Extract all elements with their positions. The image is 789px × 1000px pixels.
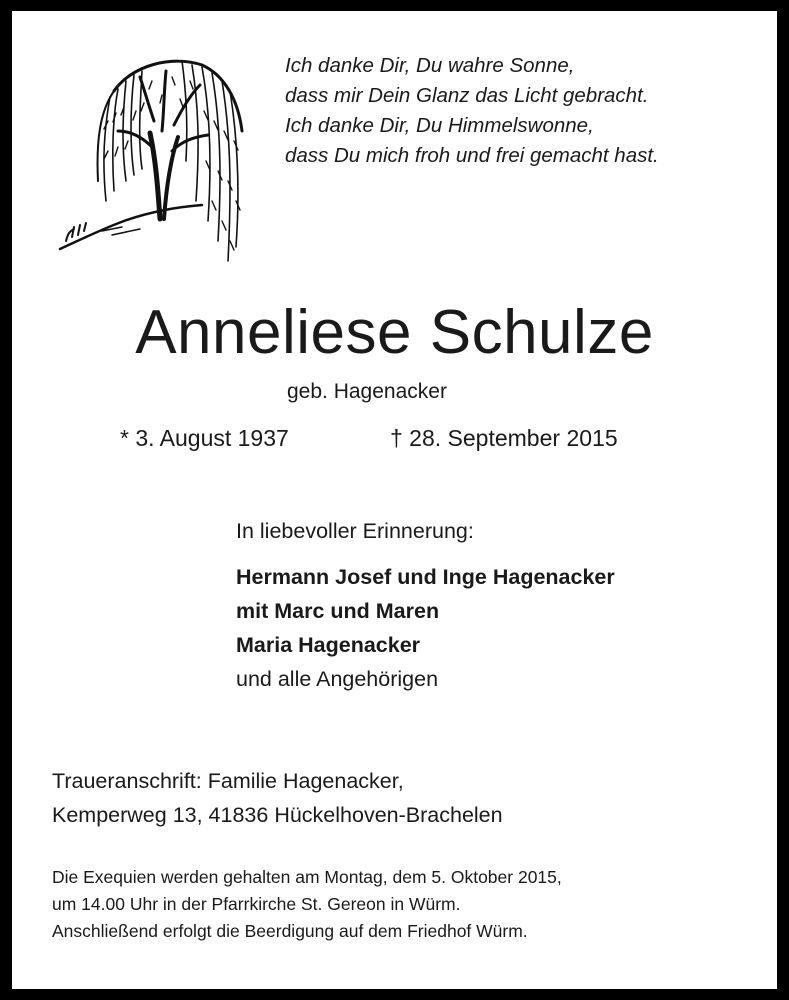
- weeping-willow-icon: [52, 51, 252, 277]
- notice-line: Anschließend erfolgt die Beerdigung auf dem Friedhof Würm.: [52, 921, 528, 941]
- service-notice: [52, 864, 762, 945]
- address-line: Kemperweg 13, 41836 Hückelhoven-Brachelen: [52, 803, 503, 827]
- poem-line: dass mir Dein Glanz das Licht gebracht.: [285, 84, 649, 107]
- birth-date: * 3. August 1937: [120, 425, 289, 451]
- notice-line: um 14.00 Uhr in der Pfarrkirche St. Gereon in Würm.: [52, 894, 461, 914]
- mourner-line: und alle Angehörigen: [236, 667, 439, 691]
- memory-heading: In liebevoller Erinnerung:: [236, 519, 474, 543]
- deceased-name: Anneliese Schulze: [135, 298, 654, 367]
- obituary-card: [12, 11, 777, 989]
- mourners-list: [236, 560, 756, 696]
- mourner-line: Maria Hagenacker: [236, 633, 421, 657]
- address-line: Traueranschrift: Familie Hagenacker,: [52, 769, 404, 793]
- poem-line: Ich danke Dir, Du Himmelswonne,: [285, 114, 594, 137]
- mourning-address: [52, 764, 752, 832]
- poem: [285, 51, 755, 171]
- notice-line: Die Exequien werden gehalten am Montag, dem 5. Oktober 2015,: [52, 867, 562, 887]
- maiden-name: geb. Hagenacker: [287, 380, 447, 403]
- mourner-line: mit Marc und Maren: [236, 599, 440, 623]
- poem-line: Ich danke Dir, Du wahre Sonne,: [285, 54, 575, 77]
- poem-line: dass Du mich froh und frei gemacht hast.: [285, 144, 659, 167]
- death-date: † 28. September 2015: [390, 425, 618, 451]
- mourner-line: Hermann Josef und Inge Hagenacker: [236, 565, 615, 589]
